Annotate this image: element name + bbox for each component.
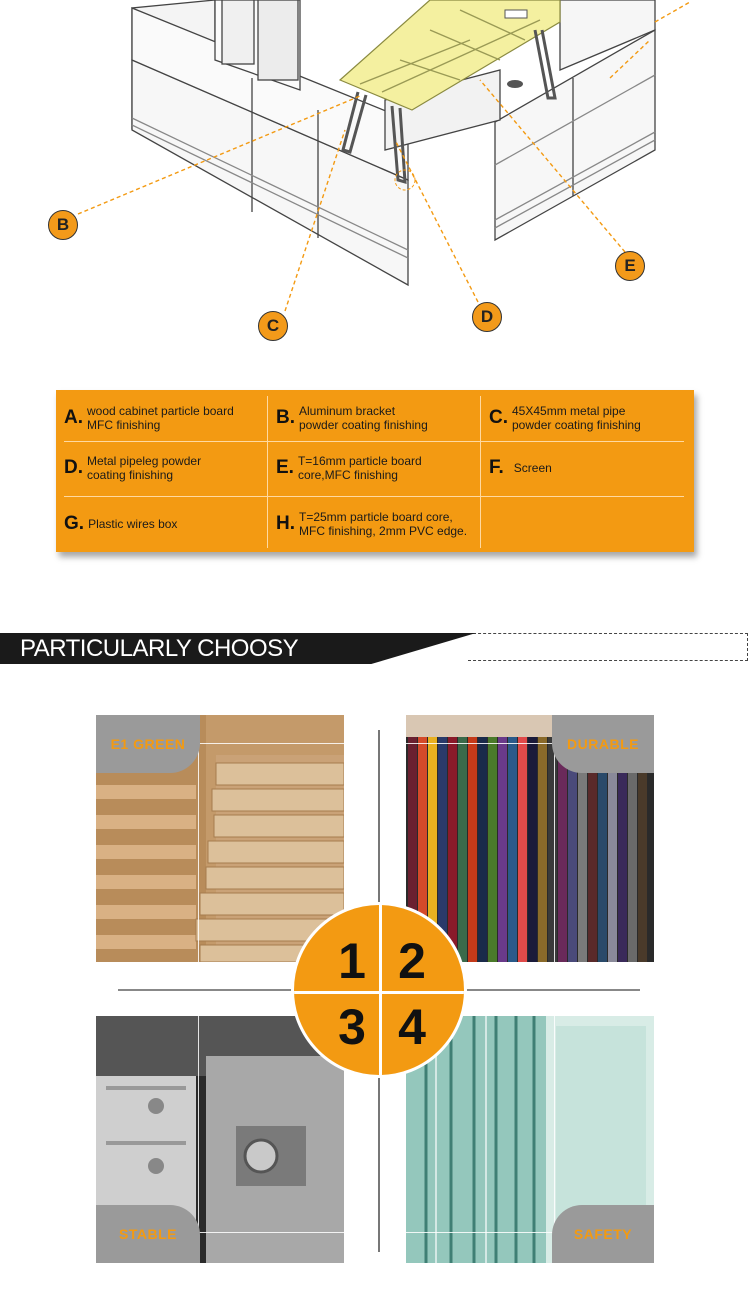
spec-item-g — [64, 501, 264, 547]
number-badge — [291, 902, 467, 1078]
spec-text: Screen — [513, 461, 552, 475]
spec-divider — [480, 396, 481, 548]
spec-item-h — [276, 501, 480, 547]
spec-table — [56, 390, 694, 552]
feature-tag-safety: SAFETY — [552, 1205, 654, 1263]
spec-text: Aluminum bracket powder coating finishing — [299, 404, 428, 432]
spec-divider — [64, 496, 684, 497]
section-banner-outline — [468, 633, 748, 661]
callout-c-marker: C — [258, 311, 288, 341]
spec-letter: E. — [276, 457, 294, 478]
callout-b-marker: B — [48, 210, 78, 240]
feature-photo-durable — [406, 715, 654, 962]
section-title: PARTICULARLY CHOOSY — [20, 635, 299, 662]
workstation-drawing — [0, 0, 750, 360]
spec-text: Metal pipeleg powder coating finishing — [87, 454, 202, 482]
spec-letter: G. — [64, 513, 85, 534]
feature-number-3: 3 — [338, 999, 366, 1055]
feature-tag-durable: DURABLE — [552, 715, 654, 773]
feature-photo-stable — [96, 1016, 344, 1263]
spec-item-a — [64, 396, 264, 440]
spec-letter: A. — [64, 407, 83, 428]
spec-letter: C. — [489, 407, 508, 428]
spec-item-b — [276, 396, 476, 440]
spec-text: T=25mm particle board core, MFC finishing, 2mm PVC edge. — [299, 510, 468, 538]
spec-item-e — [276, 446, 476, 490]
feature-number-2: 2 — [398, 933, 426, 989]
feature-tag-e1-green: E1 GREEN — [96, 715, 200, 773]
spec-letter: B. — [276, 407, 295, 428]
spec-divider — [64, 441, 684, 442]
feature-number-1: 1 — [338, 933, 366, 989]
workstation-illustration — [0, 0, 750, 360]
spec-text: wood cabinet particle board MFC finishing — [87, 404, 234, 432]
spec-divider — [267, 396, 268, 548]
spec-letter: D. — [64, 457, 83, 478]
spec-letter: H. — [276, 513, 295, 534]
callout-d-marker: D — [472, 302, 502, 332]
spec-item-f — [489, 446, 689, 490]
spec-text: 45X45mm metal pipe powder coating finishing — [512, 404, 641, 432]
spec-item-c — [489, 396, 689, 440]
callout-e-marker: E — [615, 251, 645, 281]
feature-photo-e1-green — [96, 715, 344, 962]
feature-tag-stable: STABLE — [96, 1205, 200, 1263]
spec-text: T=16mm particle board core,MFC finishing — [297, 454, 422, 482]
feature-number-4: 4 — [398, 999, 426, 1055]
spec-letter: F. — [489, 457, 504, 478]
feature-photo-safety — [406, 1016, 654, 1263]
spec-text: Plastic wires box — [88, 517, 178, 531]
spec-item-d — [64, 446, 264, 490]
